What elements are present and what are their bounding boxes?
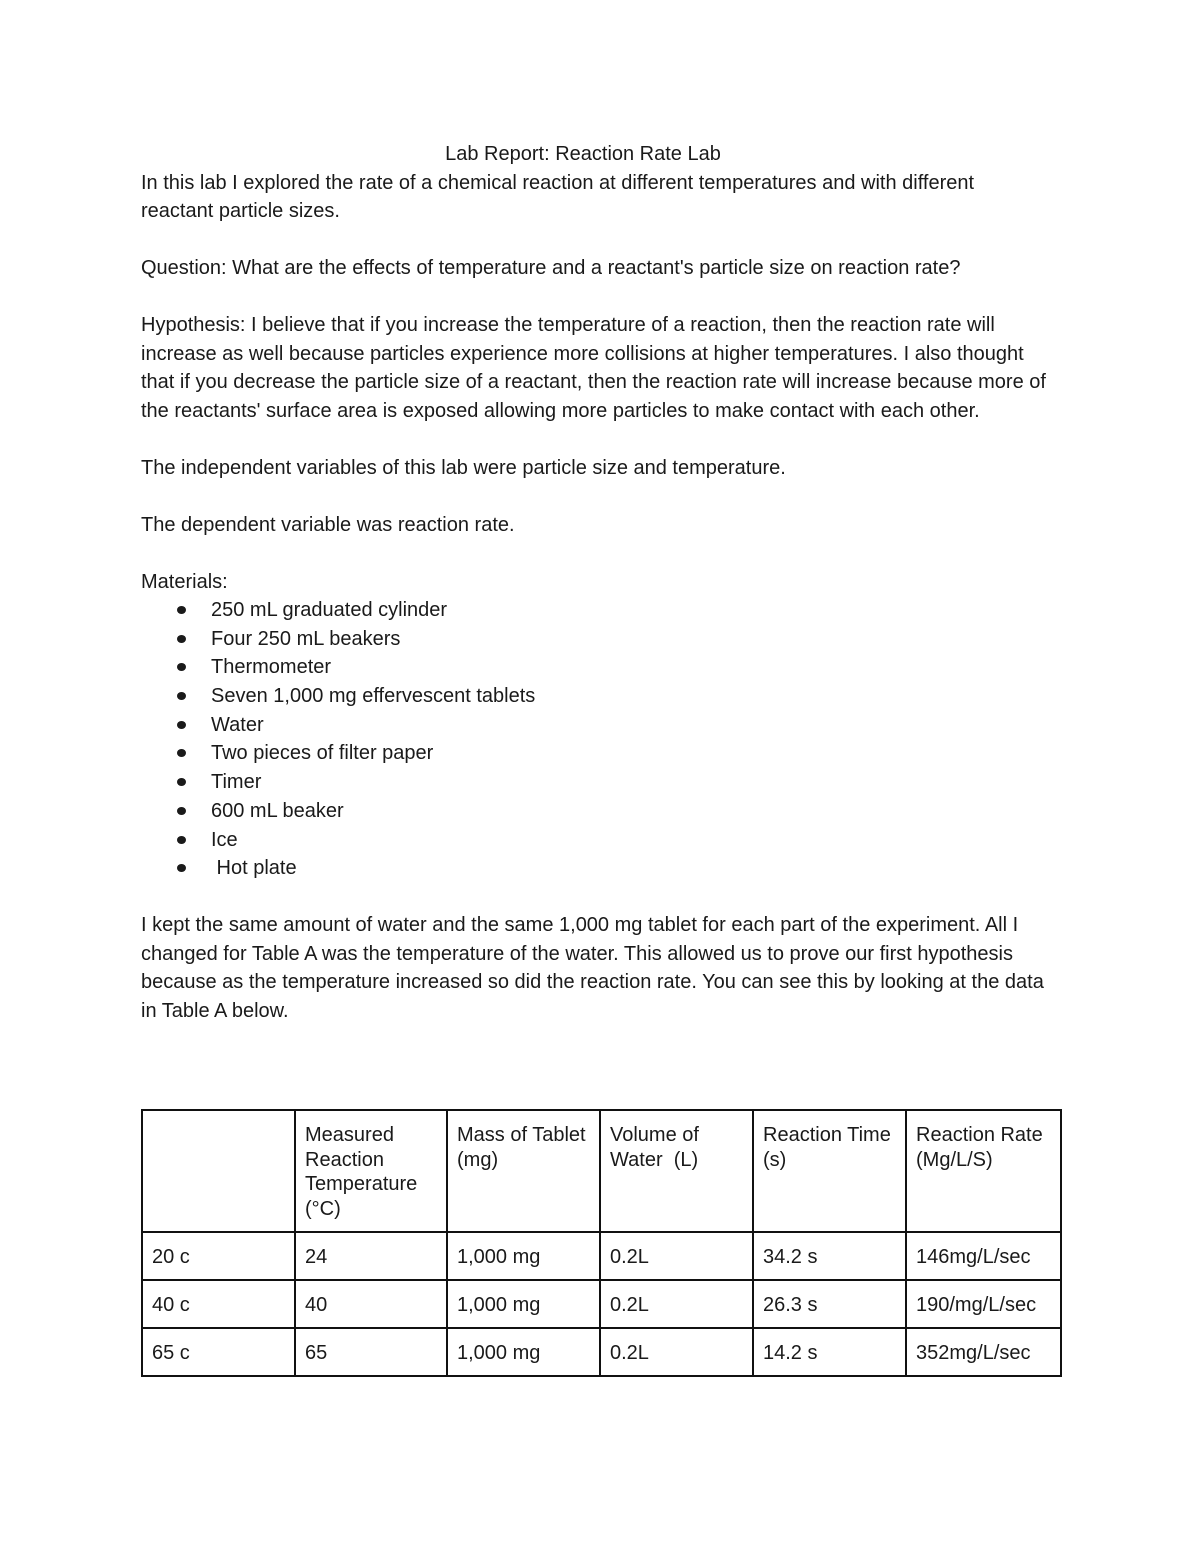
table-header-cell: Volume of Water (L): [600, 1110, 753, 1232]
table-header-cell: Measured Reaction Temperature (°C): [295, 1110, 447, 1232]
material-text: Seven 1,000 mg effervescent tablets: [211, 685, 536, 708]
list-item: [141, 711, 1071, 740]
table-header-cell: Reaction Time (s): [753, 1110, 906, 1232]
material-text: 600 mL beaker: [211, 799, 344, 822]
material-text: Hot plate: [211, 857, 297, 880]
table-cell: 65: [295, 1328, 447, 1376]
spacer: [141, 283, 1071, 312]
materials-list: [141, 596, 1071, 883]
page-title: Lab Report: Reaction Rate Lab: [445, 143, 721, 165]
spacer: [141, 482, 1071, 511]
list-item: [141, 625, 1071, 654]
table-header-cell: Reaction Rate (Mg/L/S): [906, 1110, 1061, 1232]
material-text: 250 mL graduated cylinder: [211, 599, 448, 621]
hypothesis-paragraph: Hypothesis: I believe that if you increase the temperature of a reaction, then the reaction rate will increase as well because particles experience more collisions at higher temperatures. I also thought that if you decrease the particle size of a reactant, then the reaction rate will increase because more of the reactants' surface area is exposed allowing more particles to make contact with each other.: [141, 314, 1046, 422]
bullet-icon: [177, 663, 186, 671]
summary-paragraph: I kept the same amount of water and the same 1,000 mg tablet for each part of the experiment. All I changed for Table A was the temperature of the water. This allowed us to prove our first hypothesis because as the temperature increased so did the reaction rate. You can see this by looking at the data in Table A below.: [141, 914, 1044, 1022]
table-cell: 65 c: [142, 1328, 295, 1376]
table-row: [142, 1280, 1061, 1328]
independent-variables-paragraph: The independent variables of this lab were particle size and temperature.: [141, 456, 786, 479]
dependent-variable-paragraph: The dependent variable was reaction rate.: [141, 513, 515, 536]
table-cell: 26.3 s: [753, 1280, 906, 1328]
table-cell: 0.2L: [600, 1232, 753, 1280]
document-body: [141, 140, 1071, 1025]
spacer: [141, 226, 1071, 255]
bullet-icon: [177, 778, 186, 786]
material-text: Water: [211, 713, 264, 736]
list-item: [141, 682, 1071, 711]
list-item: [141, 739, 1071, 768]
table-row: [142, 1232, 1061, 1280]
table-header-row: [142, 1110, 1061, 1232]
bullet-icon: [177, 807, 186, 815]
spacer: [141, 883, 1071, 912]
table-cell: 0.2L: [600, 1328, 753, 1376]
material-text: Two pieces of filter paper: [211, 742, 434, 765]
table-cell: 40 c: [142, 1280, 295, 1328]
material-text: Thermometer: [211, 656, 332, 679]
list-item: [141, 768, 1071, 797]
table-cell: 34.2 s: [753, 1232, 906, 1280]
material-text: Ice: [211, 828, 238, 851]
list-item: [141, 596, 1071, 625]
list-item: [141, 653, 1071, 682]
table-cell: 1,000 mg: [447, 1328, 600, 1376]
table-cell: 14.2 s: [753, 1328, 906, 1376]
table-header-cell: Mass of Tablet (mg): [447, 1110, 600, 1232]
table-cell: 146mg/L/sec: [906, 1232, 1061, 1280]
material-text: Four 250 mL beakers: [211, 627, 401, 650]
table-cell: 1,000 mg: [447, 1280, 600, 1328]
bullet-icon: [177, 635, 186, 643]
bullet-icon: [177, 606, 186, 614]
table-row: [142, 1328, 1061, 1376]
spacer: [141, 539, 1071, 568]
bullet-icon: [177, 836, 186, 844]
list-item: [141, 797, 1071, 826]
table-cell: 352mg/L/sec: [906, 1328, 1061, 1376]
bullet-icon: [177, 864, 186, 872]
bullet-icon: [177, 721, 186, 729]
list-item: [141, 854, 1071, 883]
bullet-icon: [177, 692, 186, 700]
intro-paragraph: In this lab I explored the rate of a chemical reaction at different temperatures and with different reactant particle sizes.: [141, 171, 975, 222]
table-cell: 40: [295, 1280, 447, 1328]
material-text: Timer: [211, 771, 262, 794]
table-cell: 24: [295, 1232, 447, 1280]
spacer: [141, 425, 1071, 454]
table-cell: 20 c: [142, 1232, 295, 1280]
table-cell: 190/mg/L/sec: [906, 1280, 1061, 1328]
question-paragraph: Question: What are the effects of temperature and a reactant's particle size on reaction rate?: [141, 257, 961, 279]
list-item: [141, 826, 1071, 855]
materials-label: Materials:: [141, 570, 228, 593]
table-cell: 0.2L: [600, 1280, 753, 1328]
bullet-icon: [177, 749, 186, 757]
table-cell: 1,000 mg: [447, 1232, 600, 1280]
table-header-cell: [142, 1110, 295, 1232]
data-table: [141, 1109, 1062, 1377]
